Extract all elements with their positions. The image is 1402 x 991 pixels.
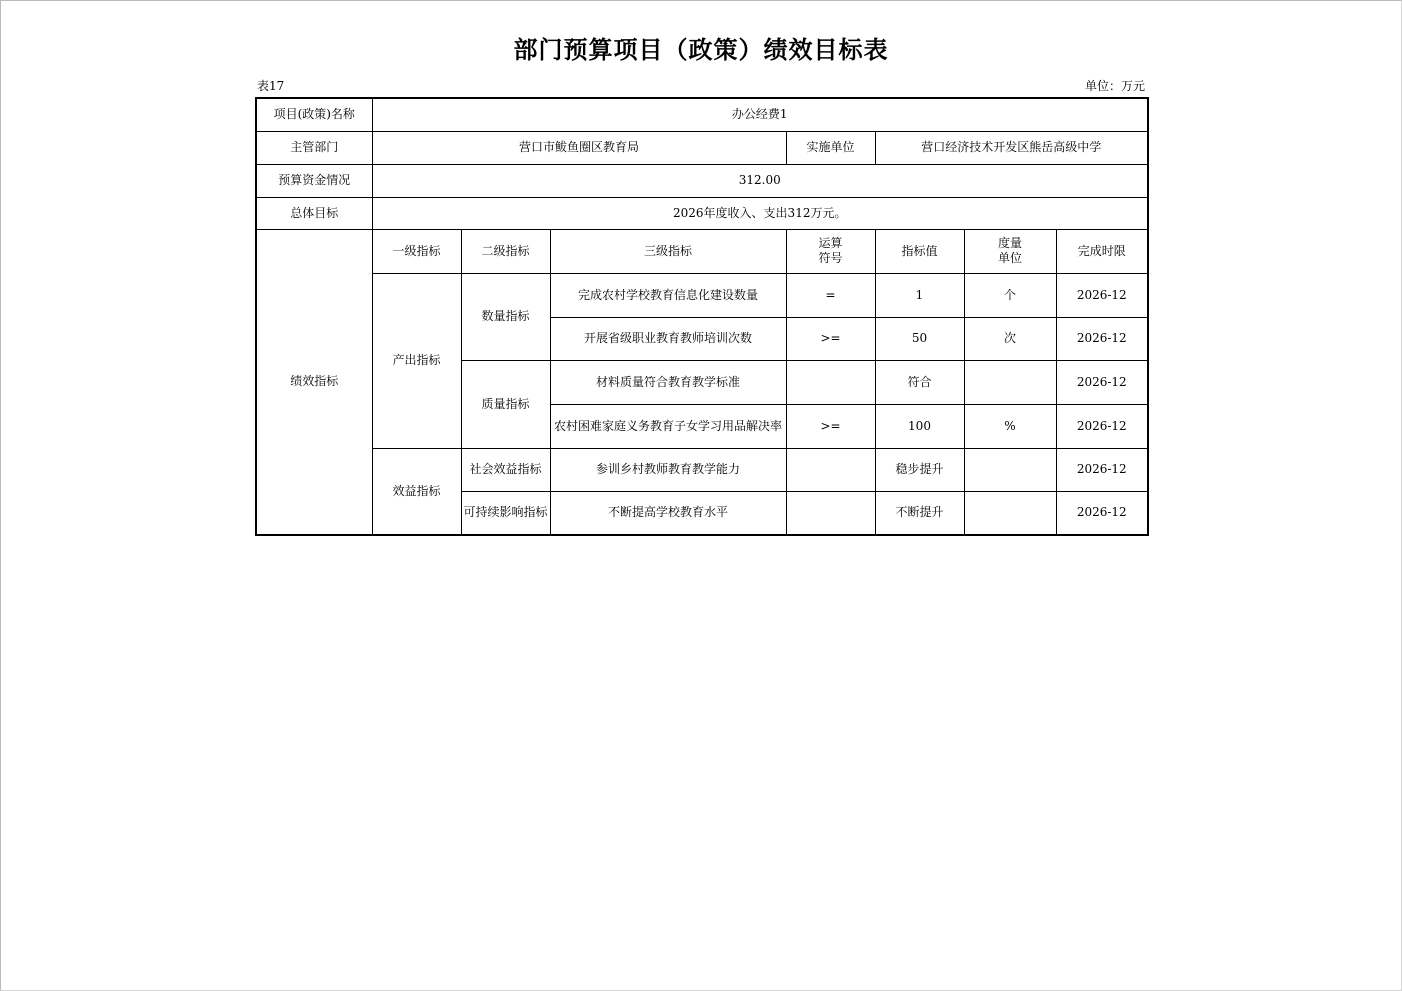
indicator-header-row (256, 229, 1148, 273)
deadline-cell: 2026-12 (1056, 360, 1148, 404)
sustainable-indicator-group: 可持续影响指标 (461, 491, 550, 535)
performance-target-table (255, 97, 1149, 536)
impl-unit-label: 实施单位 (786, 131, 875, 164)
measure-unit-cell: 个 (964, 273, 1056, 317)
operator-cell: = (786, 273, 875, 317)
page-title: 部门预算项目（政策）绩效目标表 (513, 36, 889, 64)
department-value: 营口市鲅鱼圈区教育局 (372, 131, 786, 164)
table-number: 表17 (257, 79, 285, 93)
target-value-cell: 稳步提升 (875, 448, 964, 491)
budget-row (256, 164, 1148, 197)
indicator-cell: 材料质量符合教育教学标准 (550, 360, 786, 404)
target-value-cell: 50 (875, 317, 964, 360)
indicator-cell: 完成农村学校教育信息化建设数量 (550, 273, 786, 317)
deadline-cell: 2026-12 (1056, 448, 1148, 491)
header-measure-unit: 度量 单位 (964, 229, 1056, 273)
budget-value: 312.00 (372, 164, 1148, 197)
performance-label: 绩效指标 (256, 229, 372, 535)
target-value-cell: 1 (875, 273, 964, 317)
table-row (256, 273, 1148, 317)
output-indicator-group: 产出指标 (372, 273, 461, 448)
project-name-row (256, 98, 1148, 131)
overall-goal-row (256, 197, 1148, 229)
operator-cell: >= (786, 404, 875, 448)
target-value-cell: 100 (875, 404, 964, 448)
operator-cell (786, 360, 875, 404)
header-target: 指标值 (875, 229, 964, 273)
department-row (256, 131, 1148, 164)
indicator-cell: 农村困难家庭义务教育子女学习用品解决率 (550, 404, 786, 448)
header-level1: 一级指标 (372, 229, 461, 273)
project-name-label: 项目(政策)名称 (256, 98, 372, 131)
header-level2: 二级指标 (461, 229, 550, 273)
budget-label: 预算资金情况 (256, 164, 372, 197)
indicator-cell: 开展省级职业教育教师培训次数 (550, 317, 786, 360)
deadline-cell: 2026-12 (1056, 491, 1148, 535)
quantity-indicator-group: 数量指标 (461, 273, 550, 360)
unit-label: 单位：万元 (1084, 79, 1145, 93)
indicator-cell: 不断提高学校教育水平 (550, 491, 786, 535)
deadline-cell: 2026-12 (1056, 273, 1148, 317)
department-label: 主管部门 (256, 131, 372, 164)
measure-unit-cell (964, 448, 1056, 491)
overall-goal-value: 2026年度收入、支出312万元。 (372, 197, 1148, 229)
target-value-cell: 符合 (875, 360, 964, 404)
impl-unit-value: 营口经济技术开发区熊岳高级中学 (875, 131, 1148, 164)
measure-unit-cell (964, 491, 1056, 535)
measure-unit-cell: % (964, 404, 1056, 448)
benefit-indicator-group: 效益指标 (372, 448, 461, 535)
header-operator: 运算 符号 (786, 229, 875, 273)
overall-goal-label: 总体目标 (256, 197, 372, 229)
header-level3: 三级指标 (550, 229, 786, 273)
deadline-cell: 2026-12 (1056, 404, 1148, 448)
table-row (256, 448, 1148, 491)
indicator-cell: 参训乡村教师教育教学能力 (550, 448, 786, 491)
operator-cell (786, 448, 875, 491)
target-value-cell: 不断提升 (875, 491, 964, 535)
header-deadline: 完成时限 (1056, 229, 1148, 273)
measure-unit-cell (964, 360, 1056, 404)
social-indicator-group: 社会效益指标 (461, 448, 550, 491)
quality-indicator-group: 质量指标 (461, 360, 550, 448)
measure-unit-cell: 次 (964, 317, 1056, 360)
operator-cell: >= (786, 317, 875, 360)
deadline-cell: 2026-12 (1056, 317, 1148, 360)
project-name-value: 办公经费1 (372, 98, 1148, 131)
operator-cell (786, 491, 875, 535)
